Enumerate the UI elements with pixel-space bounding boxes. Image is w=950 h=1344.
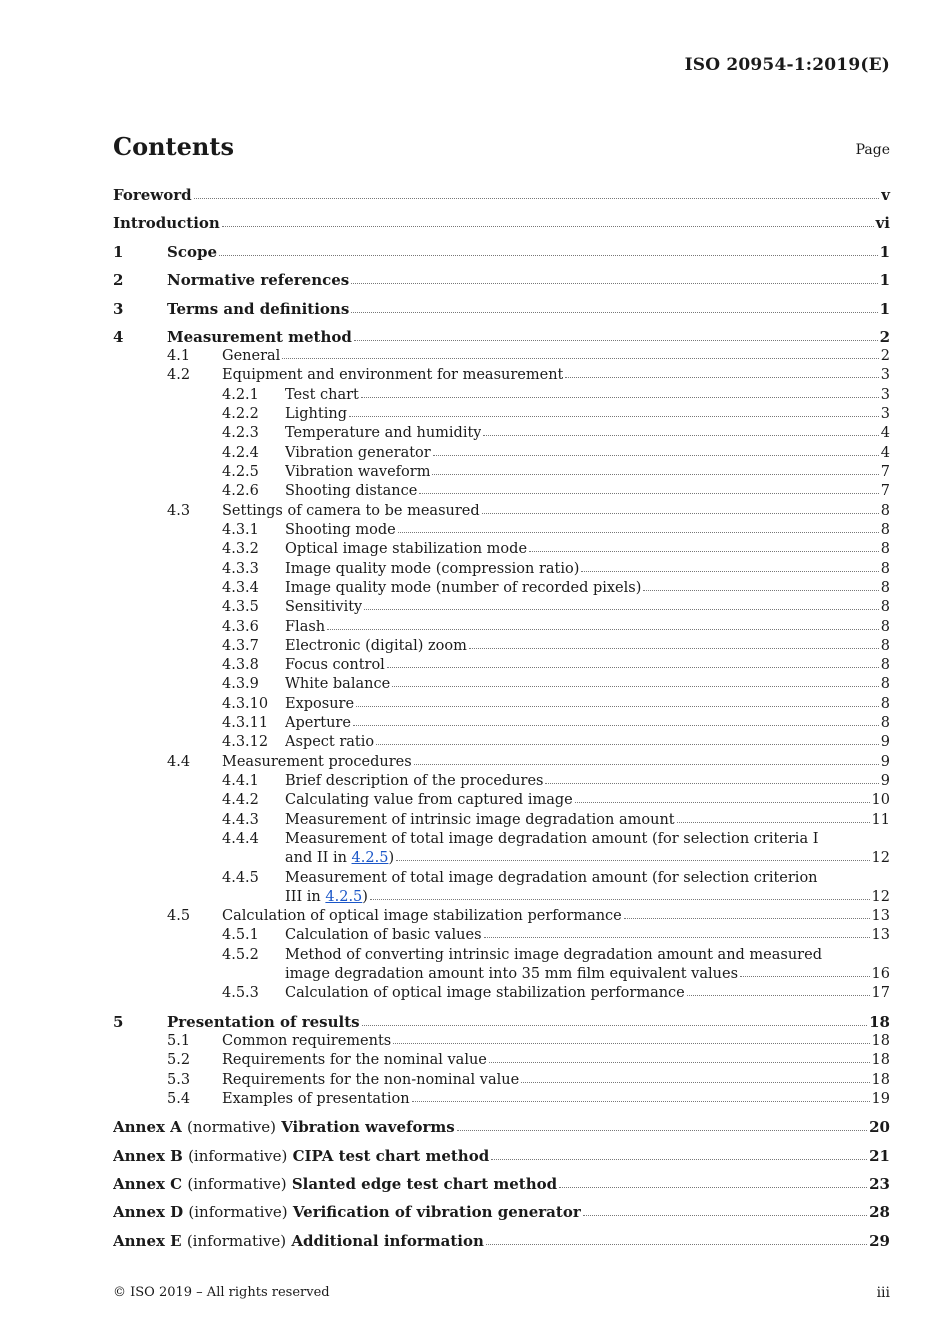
section-number: 4.1 [167, 348, 191, 364]
toc-entry[interactable] [113, 714, 890, 733]
entry-title: Shooting distance [285, 483, 418, 499]
dot-leader [387, 666, 879, 668]
page-number: 13 [871, 927, 890, 943]
section-number: 4.3.8 [222, 657, 259, 673]
dot-leader [559, 1186, 867, 1188]
toc-entry[interactable] [113, 791, 890, 810]
toc-entry[interactable] [113, 502, 890, 521]
page-number: 17 [871, 985, 890, 1001]
entry-title: Image quality mode (compression ratio) [285, 561, 580, 577]
page-number: 1 [879, 271, 890, 289]
section-number: 4.3.6 [222, 619, 259, 635]
toc-entry[interactable] [113, 946, 890, 984]
page-number: 18 [871, 1033, 890, 1049]
entry-title [113, 1232, 484, 1251]
section-number: 4.4.1 [222, 773, 259, 789]
page-number: 2 [880, 348, 890, 364]
page-number: vi [875, 214, 890, 232]
annex-kind: (informative) [188, 1203, 288, 1221]
page-number: 8 [880, 638, 890, 654]
section-number: 4 [113, 328, 124, 346]
wrapped-title [285, 869, 890, 907]
entry-title: Vibration generator [285, 445, 431, 461]
page-number: v [881, 186, 890, 204]
annex-kind: (informative) [187, 1175, 287, 1193]
dot-leader [484, 936, 870, 938]
section-number: 4.4.2 [222, 792, 259, 808]
title-line-2-text [285, 849, 394, 868]
page-number: 8 [880, 541, 890, 557]
entry-title: Scope [167, 243, 218, 261]
page-number: 3 [880, 367, 890, 383]
clause-link[interactable]: 4.2.5 [325, 889, 363, 905]
entry-title: Electronic (digital) zoom [285, 638, 467, 654]
annex-kind: (informative) [186, 1232, 287, 1250]
section-number: 4.3.3 [222, 561, 259, 577]
dot-leader [469, 647, 879, 649]
toc-entry[interactable] [113, 656, 890, 675]
toc-entry[interactable] [113, 214, 890, 233]
page-number: 1 [879, 300, 890, 318]
page-number: 7 [880, 464, 890, 480]
title-line-2-suffix: ) [388, 850, 395, 866]
section-number: 4.2.4 [222, 445, 259, 461]
dot-leader [362, 1024, 868, 1026]
entry-title: Focus control [285, 657, 385, 673]
section-number: 3 [113, 300, 124, 318]
annex-label: Annex D [113, 1203, 184, 1221]
entry-title [113, 1118, 455, 1137]
dot-leader [457, 1129, 867, 1131]
section-number: 2 [113, 271, 124, 289]
entry-title: General [222, 348, 281, 364]
title-line-1: Measurement of total image degradation amount (for selection criterion [285, 870, 818, 886]
section-number: 4.3.4 [222, 580, 259, 596]
section-number: 4.5.1 [222, 927, 259, 943]
toc-entry[interactable] [113, 405, 890, 424]
section-number: 1 [113, 243, 124, 261]
page-number: 3 [880, 387, 890, 403]
section-number: 4.3.2 [222, 541, 259, 557]
toc-entry[interactable] [113, 424, 890, 443]
entry-title: Terms and definitions [167, 300, 350, 318]
section-number: 5.4 [167, 1091, 191, 1107]
title-line-2-text [285, 965, 738, 984]
toc-entry[interactable] [113, 618, 890, 637]
page-number: 18 [869, 1013, 890, 1031]
page-title: Contents [113, 132, 234, 161]
entry-title: Calculating value from captured image [285, 792, 573, 808]
title-line-2 [285, 888, 890, 907]
page-number: 8 [880, 619, 890, 635]
entry-title: Calculation of basic values [285, 927, 482, 943]
dot-leader [486, 1243, 867, 1245]
section-number: 4.3.7 [222, 638, 259, 654]
section-number: 4.5 [167, 908, 191, 924]
entry-title: Temperature and humidity [285, 425, 482, 441]
dot-leader [419, 492, 878, 494]
page-number: 8 [880, 580, 890, 596]
dot-leader [529, 550, 879, 552]
entry-title: Requirements for the nominal value [222, 1052, 487, 1068]
dot-leader [282, 357, 878, 359]
entry-title [113, 1147, 489, 1166]
toc-entry[interactable] [113, 1013, 890, 1032]
dot-leader [433, 454, 879, 456]
clause-link[interactable]: 4.2.5 [351, 850, 389, 866]
wrapped-title [285, 830, 890, 868]
title-line-2-prefix: and II in [285, 850, 352, 866]
entry-title: Image quality mode (number of recorded pixels) [285, 580, 642, 596]
entry-title: Presentation of results [167, 1013, 360, 1031]
dot-leader [364, 608, 879, 610]
annex-label: Annex A [113, 1118, 182, 1136]
entry-title: Common requirements [222, 1033, 392, 1049]
section-number: 4.4.5 [222, 870, 259, 886]
section-number: 4.3.5 [222, 599, 259, 615]
section-number: 4.4 [167, 754, 191, 770]
page-number: 20 [869, 1118, 890, 1136]
toc-entry[interactable] [113, 347, 890, 366]
dot-leader [482, 512, 879, 514]
page-number: 23 [869, 1175, 890, 1193]
toc-entry[interactable] [113, 926, 890, 945]
section-number: 4.2.3 [222, 425, 259, 441]
toc-entry[interactable] [113, 984, 890, 1003]
page-number: 12 [871, 850, 890, 866]
section-number: 4.3.10 [222, 696, 269, 712]
page-number: 3 [880, 406, 890, 422]
toc-entry[interactable] [113, 695, 890, 714]
dot-leader [392, 685, 879, 687]
annex-title: Additional information [291, 1232, 484, 1250]
toc-entry[interactable] [113, 733, 890, 752]
annex-label: Annex C [113, 1175, 183, 1193]
toc-entry[interactable] [113, 772, 890, 791]
entry-title: Examples of presentation [222, 1091, 410, 1107]
page-number: 8 [880, 657, 890, 673]
dot-leader [222, 225, 874, 227]
title-line-2-prefix: image degradation amount into 35 mm film equivalent values [285, 966, 739, 982]
dot-leader [677, 821, 870, 823]
toc-entry[interactable] [113, 521, 890, 540]
entry-title: Settings of camera to be measured [222, 503, 480, 519]
dot-leader [393, 1042, 869, 1044]
toc-entry[interactable] [113, 1032, 890, 1051]
dot-leader [491, 1158, 867, 1160]
toc-entry[interactable] [113, 243, 890, 262]
annex-title: CIPA test chart method [292, 1147, 490, 1165]
section-number: 4.5.3 [222, 985, 259, 1001]
toc-entry[interactable] [113, 328, 890, 347]
dot-leader [583, 1214, 867, 1216]
section-number: 5 [113, 1013, 124, 1031]
title-line-2 [285, 965, 890, 984]
entry-title: Aspect ratio [285, 734, 375, 750]
entry-title: Calculation of optical image stabilization performance [285, 985, 685, 1001]
dot-leader [219, 254, 878, 256]
section-number: 4.4.3 [222, 812, 259, 828]
section-number: 4.3 [167, 503, 191, 519]
entry-title [113, 1203, 581, 1222]
entry-title: Brief description of the procedures [285, 773, 544, 789]
title-line-2-suffix: ) [362, 889, 368, 905]
dot-leader [545, 782, 878, 784]
page-number: 19 [871, 1091, 890, 1107]
toc-entry[interactable] [113, 1203, 890, 1222]
page-number: 8 [880, 503, 890, 519]
page-number: 8 [880, 561, 890, 577]
page-number: 11 [871, 812, 890, 828]
annex-kind: (normative) [187, 1118, 276, 1136]
page-number: 29 [869, 1232, 890, 1250]
page-number: 10 [871, 792, 890, 808]
dot-leader [740, 975, 870, 977]
page-number: 4 [880, 445, 890, 461]
entry-title: Measurement method [167, 328, 352, 346]
toc-entry[interactable] [113, 186, 890, 205]
copyright-notice: © ISO 2019 – All rights reserved [113, 1285, 330, 1300]
dot-leader [327, 628, 879, 630]
toc-entry[interactable] [113, 579, 890, 598]
entry-title: Lighting [285, 406, 347, 422]
dot-leader [398, 531, 879, 533]
entry-title: Equipment and environment for measurement [222, 367, 564, 383]
entry-title: Shooting mode [285, 522, 396, 538]
annex-title: Vibration waveforms [281, 1118, 455, 1136]
dot-leader [575, 801, 870, 803]
page-number: 21 [869, 1147, 890, 1165]
toc-entry[interactable] [113, 1090, 890, 1109]
annex-title: Slanted edge test chart method [291, 1175, 558, 1193]
toc-entry[interactable] [113, 1232, 890, 1251]
dot-leader [370, 898, 870, 900]
section-number: 5.3 [167, 1072, 191, 1088]
dot-leader [521, 1081, 869, 1083]
section-number: 4.3.11 [222, 715, 269, 731]
toc-entry[interactable] [113, 1071, 890, 1090]
entry-title: Measurement of intrinsic image degradation amount [285, 812, 675, 828]
page-number: 8 [880, 522, 890, 538]
section-number: 5.2 [167, 1052, 191, 1068]
annex-kind: (informative) [188, 1147, 288, 1165]
toc-entry[interactable] [113, 300, 890, 319]
section-number: 4.3.1 [222, 522, 259, 538]
page-number: 1 [879, 243, 890, 261]
footer-page-number: iii [876, 1285, 890, 1301]
toc-entry[interactable] [113, 869, 890, 907]
entry-title: Requirements for the non-nominal value [222, 1072, 520, 1088]
title-line-2-prefix: III in [285, 889, 326, 905]
page-number: 2 [879, 328, 890, 346]
dot-leader [349, 415, 879, 417]
section-number: 4.2.2 [222, 406, 259, 422]
toc-entry[interactable] [113, 1147, 890, 1166]
entry-title: Optical image stabilization mode [285, 541, 528, 557]
section-number: 4.4.4 [222, 831, 259, 847]
dot-leader [565, 376, 878, 378]
toc-entry[interactable] [113, 366, 890, 385]
toc-entry[interactable] [113, 811, 890, 830]
entry-title: White balance [285, 676, 391, 692]
page-number: 9 [880, 734, 890, 750]
title-line-2 [285, 849, 890, 868]
section-number: 4.2.5 [222, 464, 259, 480]
dot-leader [581, 570, 878, 572]
entry-title: Foreword [113, 186, 192, 204]
page-number: 13 [871, 908, 890, 924]
toc-entry[interactable] [113, 637, 890, 656]
dot-leader [489, 1061, 870, 1063]
annex-label: Annex B [113, 1147, 183, 1165]
entry-title: Measurement procedures [222, 754, 412, 770]
toc-entry[interactable] [113, 753, 890, 772]
section-number: 4.2.6 [222, 483, 259, 499]
entry-title: Normative references [167, 271, 350, 289]
page-number: 8 [880, 676, 890, 692]
annex-title: Verification of vibration generator [292, 1203, 581, 1221]
dot-leader [624, 917, 870, 919]
toc-entry[interactable] [113, 271, 890, 290]
dot-leader [353, 724, 879, 726]
title-line-2-text [285, 888, 368, 907]
page-column-label: Page [855, 142, 890, 158]
section-number: 4.2 [167, 367, 191, 383]
dot-leader [414, 763, 879, 765]
toc-entry[interactable] [113, 1175, 890, 1194]
dot-leader [376, 743, 879, 745]
page-number: 12 [871, 889, 890, 905]
entry-title: Sensitivity [285, 599, 363, 615]
entry-title: Test chart [285, 387, 359, 403]
entry-title: Vibration waveform [285, 464, 431, 480]
page-number: 8 [880, 599, 890, 615]
toc-entry[interactable] [113, 444, 890, 463]
title-line-1: Measurement of total image degradation amount (for selection criteria I [285, 831, 819, 847]
dot-leader [351, 282, 877, 284]
dot-leader [356, 705, 879, 707]
toc-entry[interactable] [113, 540, 890, 559]
section-number: 4.5.2 [222, 947, 259, 963]
toc-entry[interactable] [113, 1118, 890, 1137]
entry-title: Flash [285, 619, 326, 635]
dot-leader [361, 396, 879, 398]
dot-leader [412, 1100, 870, 1102]
entry-title: Introduction [113, 214, 220, 232]
toc-entry[interactable] [113, 463, 890, 482]
page-number: 16 [871, 966, 890, 982]
page-number: 8 [880, 715, 890, 731]
dot-leader [354, 339, 878, 341]
page-number: 18 [871, 1052, 890, 1068]
page-number: 9 [880, 773, 890, 789]
toc-entry[interactable] [113, 675, 890, 694]
dot-leader [351, 311, 877, 313]
toc-entry[interactable] [113, 1051, 890, 1070]
section-number: 4.2.1 [222, 387, 259, 403]
section-number: 5.1 [167, 1033, 191, 1049]
entry-title: Aperture [285, 715, 351, 731]
document-id: ISO 20954-1:2019(E) [684, 55, 890, 75]
page-number: 7 [880, 483, 890, 499]
annex-label: Annex E [113, 1232, 182, 1250]
page-number: 18 [871, 1072, 890, 1088]
toc-entry[interactable] [113, 830, 890, 868]
dot-leader [432, 473, 878, 475]
toc-entry[interactable] [113, 386, 890, 405]
entry-title [113, 1175, 557, 1194]
page-number: 4 [880, 425, 890, 441]
entry-title: Calculation of optical image stabilization performance [222, 908, 622, 924]
toc-entry[interactable] [113, 598, 890, 617]
dot-leader [687, 994, 870, 996]
entry-title: Exposure [285, 696, 355, 712]
title-line-1: Method of converting intrinsic image degradation amount and measured [285, 947, 822, 963]
section-number: 4.3.12 [222, 734, 269, 750]
page-number: 28 [869, 1203, 890, 1221]
toc-entry[interactable] [113, 560, 890, 579]
dot-leader [643, 589, 878, 591]
section-number: 4.3.9 [222, 676, 259, 692]
dot-leader [396, 859, 869, 861]
toc-entry[interactable] [113, 907, 890, 926]
dot-leader [194, 197, 880, 199]
wrapped-title [285, 946, 890, 984]
toc-entry[interactable] [113, 482, 890, 501]
page-number: 9 [880, 754, 890, 770]
dot-leader [483, 434, 878, 436]
page-number: 8 [880, 696, 890, 712]
